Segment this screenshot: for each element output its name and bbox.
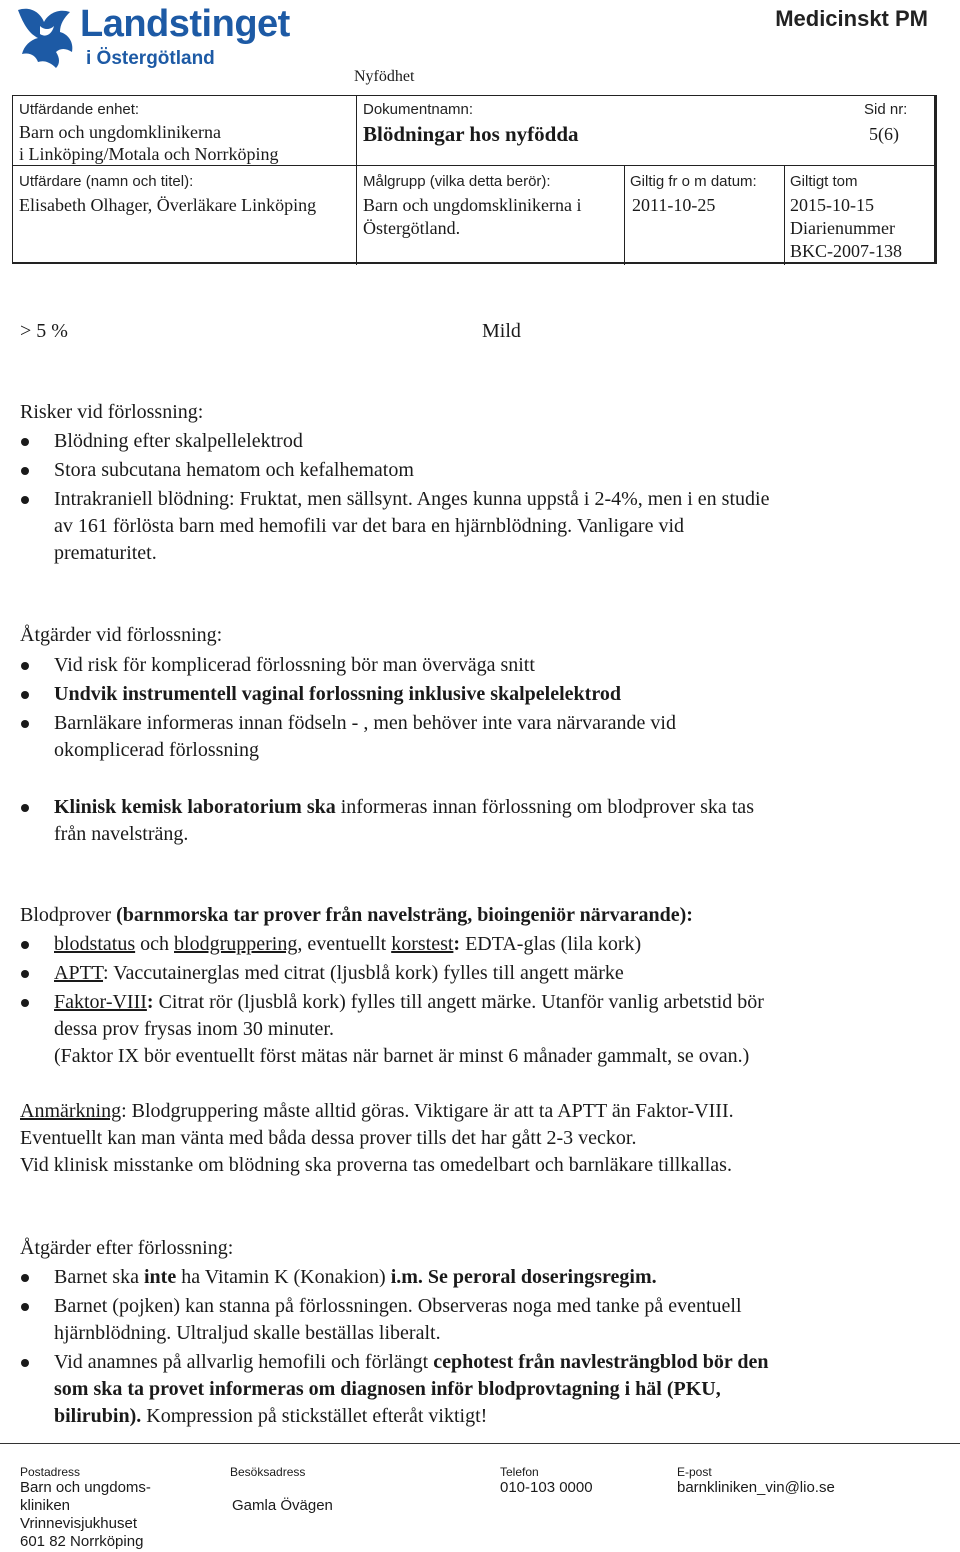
list-item-continuation: dessa prov frysas inom 30 minuter. <box>54 1018 334 1040</box>
lab-emphasis: Klinisk kemisk laboratorium ska <box>54 796 336 818</box>
text: EDTA-glas (lila kork) <box>460 933 642 955</box>
text: eventuellt <box>302 933 392 955</box>
test-name: blodstatus <box>54 933 136 955</box>
visiting-address-label: Besöksadress <box>230 1465 306 1479</box>
list-item: Blödning efter skalpellelektrod <box>54 428 934 455</box>
text: Citrat rör (ljusblå kork) fylles till angett märke. Utanför vanlig arbetstid bör <box>153 991 764 1013</box>
issuer-value: Elisabeth Olhager, Överläkare Linköping <box>19 195 317 215</box>
valid-to-label: Giltigt tom <box>790 173 858 190</box>
postal-address: Vrinnevisjukhuset <box>20 1515 138 1532</box>
list-item <box>54 960 934 987</box>
remark-label: Anmärkning <box>20 1100 122 1122</box>
griffin-emblem-icon <box>10 4 80 70</box>
list-item: Vid risk för komplicerad förlossning bör man överväga snitt <box>54 652 934 679</box>
issuing-unit-label: Utfärdande enhet: <box>19 101 140 118</box>
blood-tests-heading <box>20 902 693 929</box>
list-item <box>54 1349 934 1376</box>
valid-from-date: 2011-10-25 <box>632 195 716 215</box>
logo-subtitle: i Östergötland <box>86 48 215 69</box>
list-item <box>54 1264 934 1291</box>
blood-tests-heading-main: Blodprover <box>20 904 112 926</box>
text: inte <box>143 1266 177 1288</box>
remark-line: Eventuellt kan man vänta med båda dessa prover tills det har gått 2-3 veckor. <box>20 1127 637 1149</box>
postal-address-label: Postadress <box>20 1465 81 1479</box>
target-group-label: Målgrupp (vilka detta berör): <box>363 173 551 190</box>
list-item <box>54 931 934 958</box>
table-divider <box>624 165 625 265</box>
diary-number-label: Diarienummer <box>790 218 895 238</box>
list-item: Undvik instrumentell vaginal forlossning inklusive skalpelelektrod <box>54 681 934 708</box>
page-number: 5(6) <box>869 124 899 144</box>
test-name: korstest <box>391 933 454 955</box>
valid-from-label: Giltig fr o m datum: <box>630 173 757 190</box>
remark-line: Vid klinisk misstanke om blödning ska proverna tas omedelbart och barnläkare tillkallas. <box>20 1154 732 1176</box>
diary-number: BKC-2007-138 <box>790 241 902 261</box>
list-item: Stora subcutana hematom och kefalhematom <box>54 457 934 484</box>
actions-during-heading: Åtgärder vid förlossning: <box>20 624 223 646</box>
issuing-unit-value: Barn och ungdomklinikerna <box>19 122 221 142</box>
document-type: Medicinskt PM <box>775 6 928 31</box>
list-item-continuation <box>54 1403 487 1430</box>
blood-tests-heading-detail: (barnmorska tar prover från navelsträng, bioingeniör närvarande): <box>111 904 693 926</box>
test-name: blodgruppering, <box>174 933 303 955</box>
target-group-value-2: Östergötland. <box>363 218 461 238</box>
list-item-continuation: från navelsträng. <box>54 823 189 845</box>
postal-address: 601 82 Norrköping <box>20 1533 144 1550</box>
list-item-continuation: som ska ta provet informeras om diagnosen inför blodprovtagning i häl (PKU, <box>54 1378 721 1400</box>
doc-name-label: Dokumentnamn: <box>363 101 474 118</box>
list-item-continuation: prematuritet. <box>54 542 157 564</box>
table-divider <box>784 165 785 265</box>
text: Vid anamnes på allvarlig hemofili och förlängt <box>54 1351 434 1373</box>
valid-to-date: 2015-10-15 <box>790 195 874 215</box>
phone-number: 010-103 0000 <box>500 1479 593 1496</box>
page-number-label: Sid nr: <box>864 101 908 118</box>
list-item <box>54 794 934 821</box>
list-item-continuation: av 161 förlösta barn med hemofili var det bara en hjärnblödning. Vanligare vid <box>54 515 684 537</box>
target-group-value: Barn och ungdomsklinikerna i <box>363 195 582 215</box>
severity-threshold: > 5 % <box>20 320 68 342</box>
doc-name: Blödningar hos nyfödda <box>363 122 579 146</box>
list-item-continuation: okomplicerad förlossning <box>54 739 259 761</box>
issuing-unit-value-2: i Linköping/Motala och Norrköping <box>19 144 279 164</box>
list-item <box>54 989 934 1016</box>
test-name: Faktor-VIII <box>54 991 147 1013</box>
text: : <box>453 933 461 955</box>
email-label: E-post <box>677 1465 712 1479</box>
email-address[interactable]: barnkliniken_vin@lio.se <box>677 1479 835 1496</box>
document-category: Nyfödhet <box>354 68 415 85</box>
text: Kompression på stickstället efteråt viktigt! <box>141 1405 488 1427</box>
issuer-label: Utfärdare (namn och titel): <box>19 173 194 190</box>
list-item: Intrakraniell blödning: Fruktat, men sällsynt. Anges kunna uppstå i 2-4%, men i en studie <box>54 486 934 513</box>
text: ha Vitamin K (Konakion) <box>176 1266 391 1288</box>
footer-divider <box>0 1443 960 1444</box>
table-divider <box>356 96 357 265</box>
text: cephotest från navlesträngblod bör den <box>433 1351 769 1373</box>
postal-address: kliniken <box>20 1497 71 1514</box>
risks-heading: Risker vid förlossning: <box>20 401 204 423</box>
remark-text: : Blodgruppering måste alltid göras. Viktigare är att ta APTT än Faktor-VIII. <box>121 1100 734 1122</box>
document-metadata-table <box>12 95 937 264</box>
lab-text: informeras innan förlossning om blodprover ska tas <box>335 796 754 818</box>
postal-address: Barn och ungdoms- <box>20 1479 151 1496</box>
severity-level: Mild <box>482 320 521 342</box>
text: bilirubin). <box>54 1405 142 1427</box>
text: : Vaccutainerglas med citrat (ljusblå kork) fylles till angett märke <box>103 962 624 984</box>
remark-line <box>20 1098 734 1125</box>
list-item: Barnläkare informeras innan födseln - , men behöver inte vara närvarande vid <box>54 710 934 737</box>
text: och <box>135 933 175 955</box>
phone-label: Telefon <box>500 1465 539 1479</box>
actions-after-heading: Åtgärder efter förlossning: <box>20 1237 234 1259</box>
text: Barnet ska <box>54 1266 144 1288</box>
list-item: Barnet (pojken) kan stanna på förlossningen. Observeras noga med tanke på eventuell <box>54 1293 934 1320</box>
organization-logo <box>10 4 310 72</box>
logo-wordmark: Landstinget <box>80 3 290 45</box>
list-item-continuation: hjärnblödning. Ultraljud skalle beställas liberalt. <box>54 1322 441 1344</box>
text: i.m. Se peroral doseringsregim. <box>390 1266 657 1288</box>
table-divider <box>13 165 935 166</box>
list-item-continuation: (Faktor IX bör eventuellt först mätas när barnet är minst 6 månader gammalt, se ovan.) <box>54 1045 750 1067</box>
test-name: APTT <box>54 962 104 984</box>
visiting-address: Gamla Övägen <box>232 1497 333 1514</box>
text: : <box>146 991 154 1013</box>
